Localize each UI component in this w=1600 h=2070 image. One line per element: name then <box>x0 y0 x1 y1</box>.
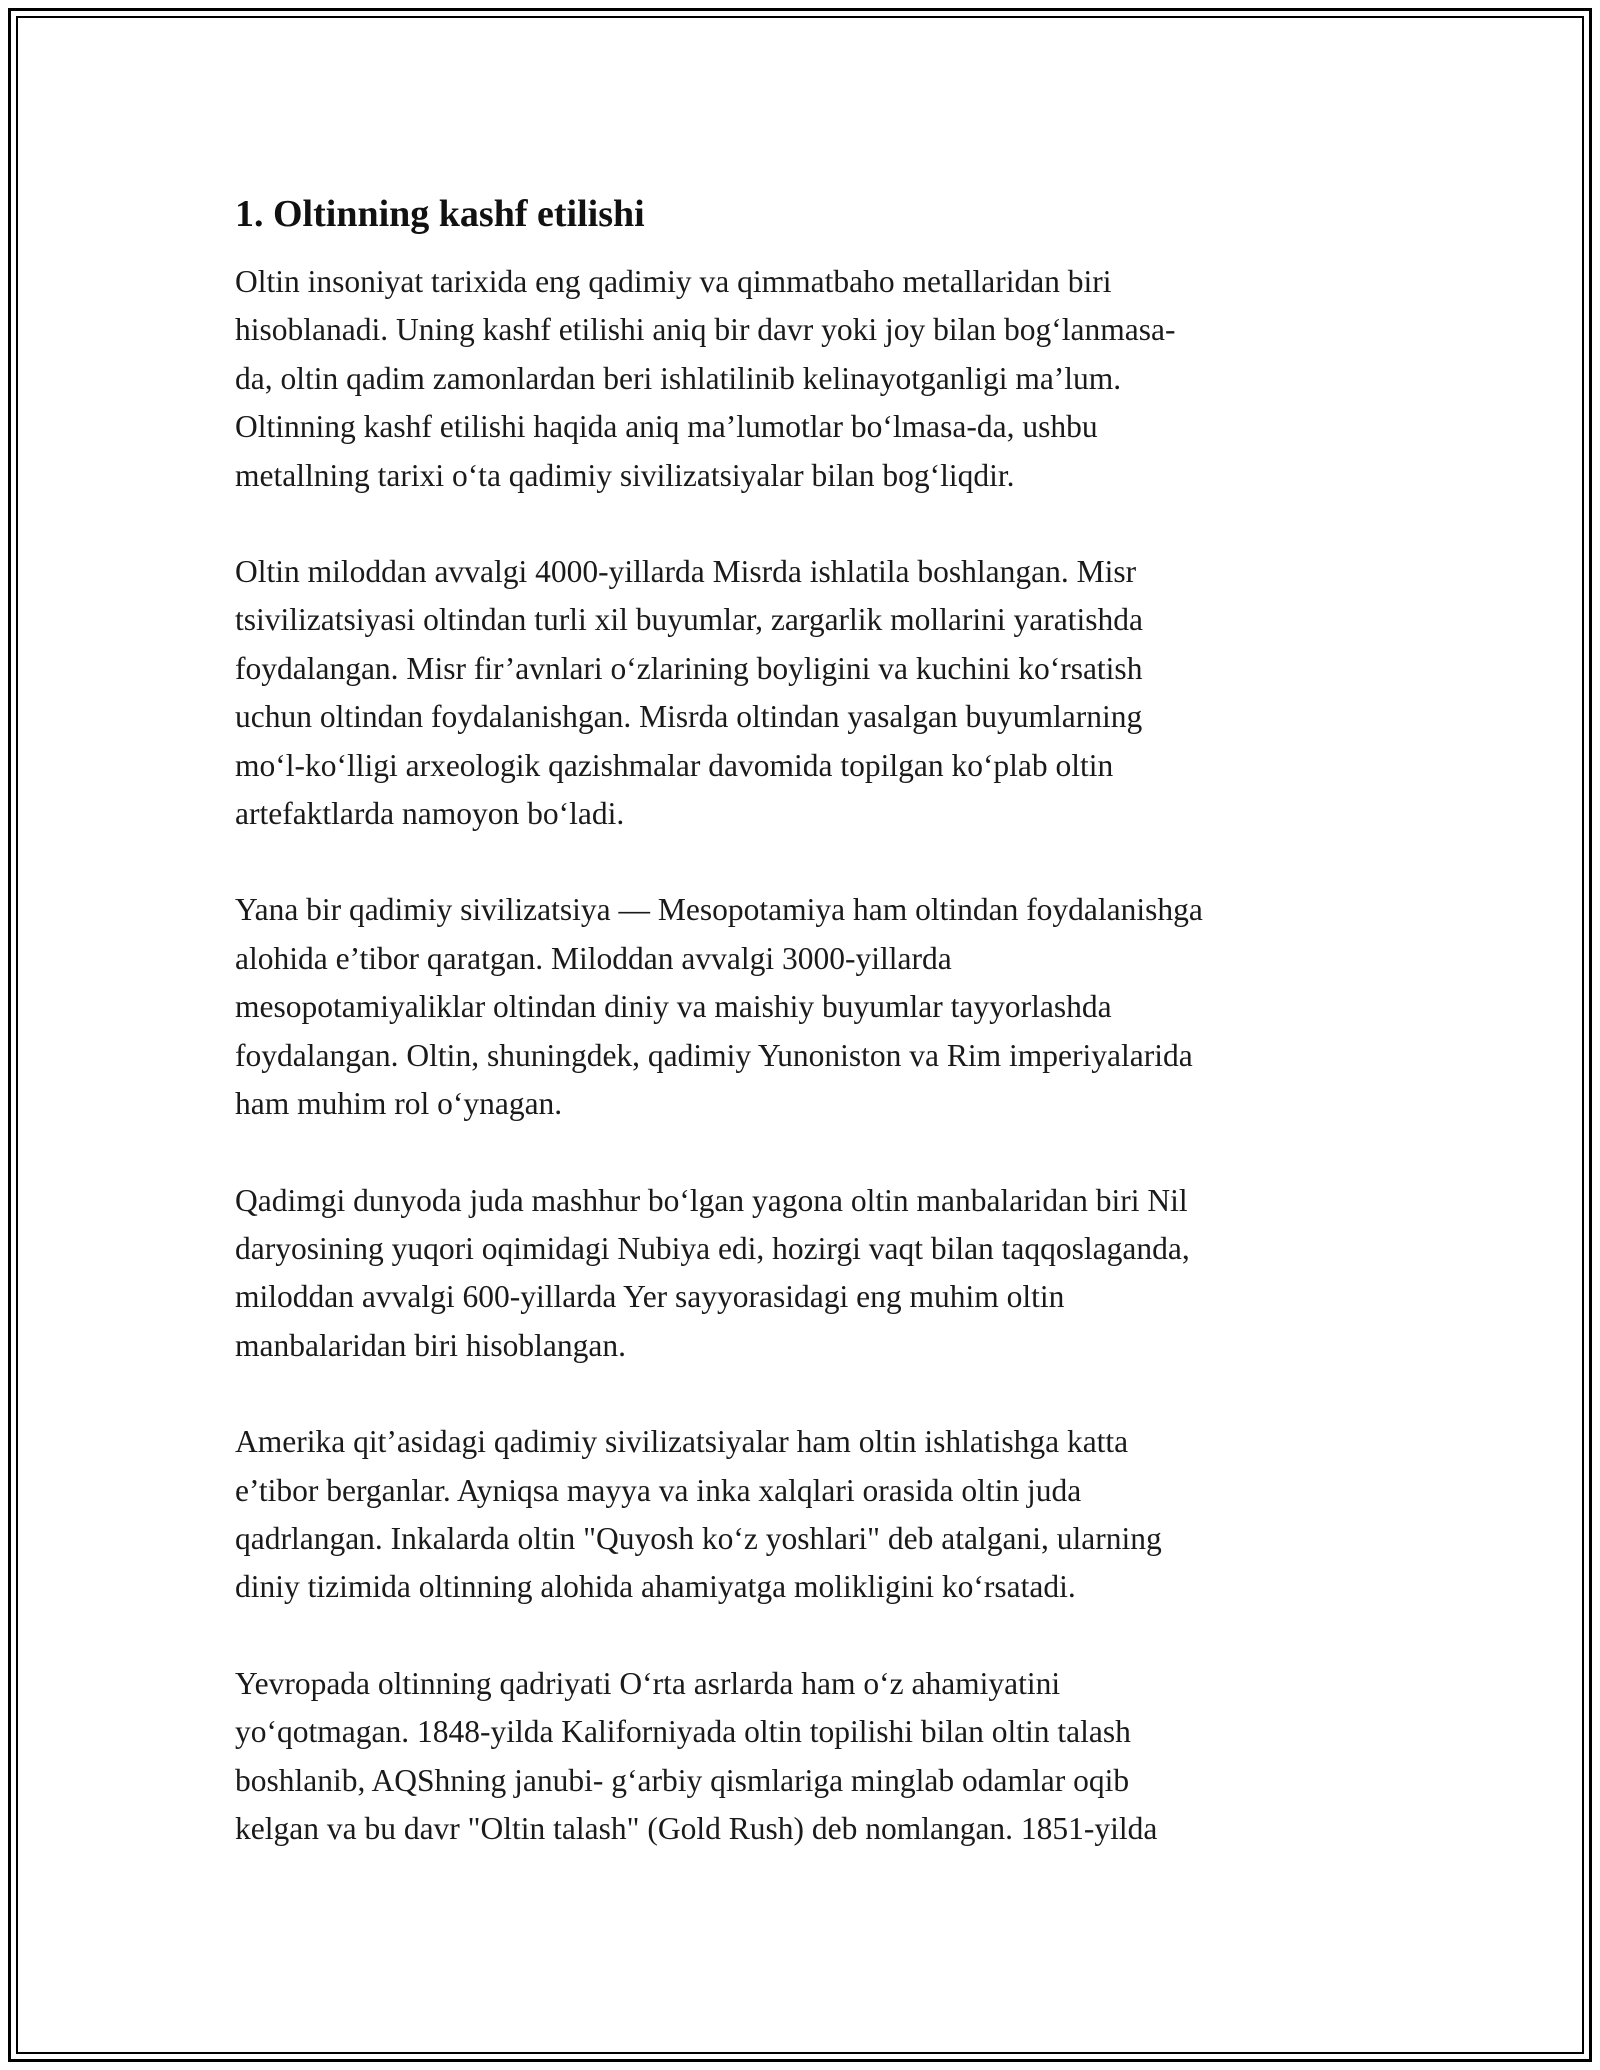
paragraph-3: Yana bir qadimiy sivilizatsiya — Mesopotamiya ham oltindan foydalanishga alohida e’tibor qaratgan. Miloddan avvalgi 3000-yillarda mesopotamiyaliklar oltindan diniy va maishiy buyumlar tayyorlashda foydalangan. Oltin, shuningdek, qadimiy Yunoniston va Rim imperiyalarida ham muhim rol o‘ynagan. <box>235 892 1203 1122</box>
section-heading: 1. Oltinning kashf etilishi <box>235 193 645 235</box>
paragraph-5: Amerika qit’asidagi qadimiy sivilizatsiyalar ham oltin ishlatishga katta e’tibor berganlar. Ayniqsa mayya va inka xalqlari orasida oltin juda qadrlangan. Inkalarda oltin "Quyosh ko‘z yoshlari" deb atalgani, ularning diniy tizimida oltinning alohida ahamiyatga molikligini ko‘rsatadi. <box>235 1424 1162 1605</box>
document-body <box>235 188 1385 1901</box>
paragraph-2: Oltin miloddan avvalgi 4000-yillarda Misrda ishlatila boshlangan. Misr tsivilizatsiyasi oltindan turli xil buyumlar, zargarlik mollarini yaratishda foydalangan. Misr fir’avnlari o‘zlarining boyligini va kuchini ko‘rsatish uchun oltindan foydalanishgan. Misrda oltindan yasalgan buyumlarning mo‘l-ko‘lligi arxeologik qazishmalar davomida topilgan ko‘plab oltin artefaktlarda namoyon bo‘ladi. <box>235 554 1143 832</box>
paragraph-6: Yevropada oltinning qadriyati O‘rta asrlarda ham o‘z ahamiyatini yo‘qotmagan. 1848-yilda Kaliforniyada oltin topilishi bilan oltin talash boshlanib, AQShning janubi- g‘arbiy qismlariga minglab odamlar oqib kelgan va bu davr "Oltin talash" (Gold Rush) deb nomlangan. 1851-yilda <box>235 1665 1158 1846</box>
paragraph-4: Qadimgi dunyoda juda mashhur bo‘lgan yagona oltin manbalaridan biri Nil daryosining yuqori oqimidagi Nubiya edi, hozirgi vaqt bilan taqqoslaganda, miloddan avvalgi 600-yillarda Yer sayyorasidagi eng muhim oltin manbalaridan biri hisoblangan. <box>235 1182 1190 1363</box>
paragraph-1: Oltin insoniyat tarixida eng qadimiy va qimmatbaho metallaridan biri hisoblanadi. Uning kashf etilishi aniq bir davr yoki joy bilan bog‘lanmasa- da, oltin qadim zamonlardan beri ishlatilinib kelinayotganligi ma’lum. Oltinning kashf etilishi haqida aniq ma’lumotlar bo‘lmasa-da, ushbu metallning tarixi o‘ta qadimiy sivilizatsiyalar bilan bog‘liqdir. <box>235 264 1176 493</box>
